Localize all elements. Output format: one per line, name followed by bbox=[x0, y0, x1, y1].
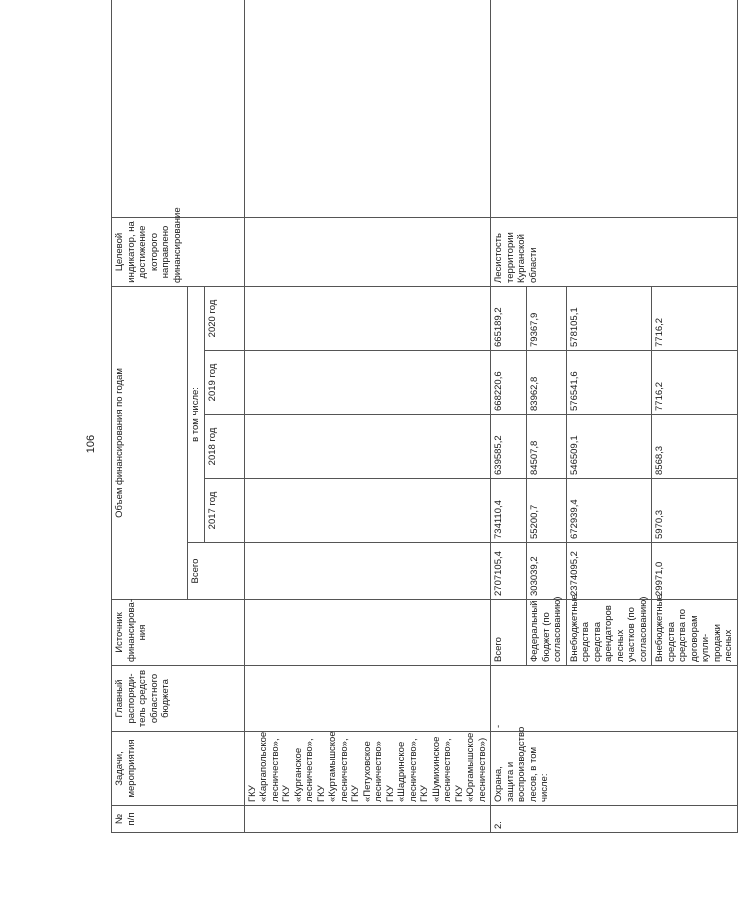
section-task: Охрана, защита и воспроизводство лесов, в том числе: bbox=[491, 732, 738, 806]
source-cell: Внебюджетные средства средства арендаторов лесных участков (по согласованию) bbox=[566, 600, 652, 666]
y2020-cell: 79367,9 bbox=[527, 286, 567, 350]
y2017-cell: 55200,7 bbox=[527, 479, 567, 543]
y2018-cell: 546509,1 bbox=[566, 415, 652, 479]
header-tasks: Задачи, мероприятия bbox=[112, 732, 245, 806]
header-source: Источник финансирова-ния bbox=[112, 600, 245, 666]
y2018-cell: 84507,8 bbox=[527, 415, 567, 479]
header-2019: 2019 год bbox=[204, 351, 244, 415]
header-2020: 2020 год bbox=[204, 286, 244, 350]
y2019-cell: 83962,8 bbox=[527, 351, 567, 415]
y2017-cell: 734110,4 bbox=[491, 479, 527, 543]
section-num: 2. bbox=[491, 806, 738, 833]
y2019-cell: 7716,2 bbox=[652, 351, 738, 415]
org-list: ГКУ «Каргапольское лесничество», ГКУ «Курганское лесничество», ГКУ «Куртамышское лесничество», ГКУ «Петуховское лесничество» ГКУ «Шадринское лесничество», ГКУ «Шумихинское лесничество», ГКУ «Юргамышское лесничество») bbox=[244, 732, 491, 806]
header-incl: в том числе: bbox=[188, 286, 205, 542]
header-target: Целевой индикатор, на достижение которого направлено финансирование bbox=[112, 217, 245, 286]
header-num: № п/п bbox=[112, 806, 245, 833]
y2017-cell: 672939,4 bbox=[566, 479, 652, 543]
total-cell: 2374095,2 bbox=[566, 543, 652, 600]
page-number: 106 bbox=[85, 434, 97, 454]
y2019-cell: 668220,6 bbox=[491, 351, 527, 415]
source-cell: Всего bbox=[491, 600, 527, 666]
y2018-cell: 8568,3 bbox=[652, 415, 738, 479]
section-manager: - bbox=[491, 666, 738, 732]
y2020-cell: 578105,1 bbox=[566, 286, 652, 350]
header-2018: 2018 год bbox=[204, 415, 244, 479]
y2019-cell: 576541,6 bbox=[566, 351, 652, 415]
header-2017: 2017 год bbox=[204, 479, 244, 543]
total-cell: 2707105,4 bbox=[491, 543, 527, 600]
y2018-cell: 639585,2 bbox=[491, 415, 527, 479]
financing-table bbox=[111, 0, 738, 833]
header-volume: Объем финансирования по годам bbox=[112, 286, 188, 599]
header-manager: Главный распоряди-тель средств областного бюджета bbox=[112, 666, 245, 732]
header-spare bbox=[112, 0, 245, 217]
total-cell: 29971,0 bbox=[652, 543, 738, 600]
y2017-cell: 5970,3 bbox=[652, 479, 738, 543]
total-cell: 303039,2 bbox=[527, 543, 567, 600]
y2020-cell: 665189,2 bbox=[491, 286, 527, 350]
source-cell: Федеральный бюджет (по согласованию) bbox=[527, 600, 567, 666]
table-row bbox=[491, 0, 527, 833]
table-row bbox=[244, 0, 491, 833]
section-target: Лесистость территории Курганской области bbox=[491, 217, 738, 286]
source-cell: Внебюджетные средства средства по договорам купли-продажи лесных bbox=[652, 600, 738, 666]
header-row bbox=[112, 0, 188, 833]
header-total: Всего bbox=[188, 543, 245, 600]
y2020-cell: 7716,2 bbox=[652, 286, 738, 350]
